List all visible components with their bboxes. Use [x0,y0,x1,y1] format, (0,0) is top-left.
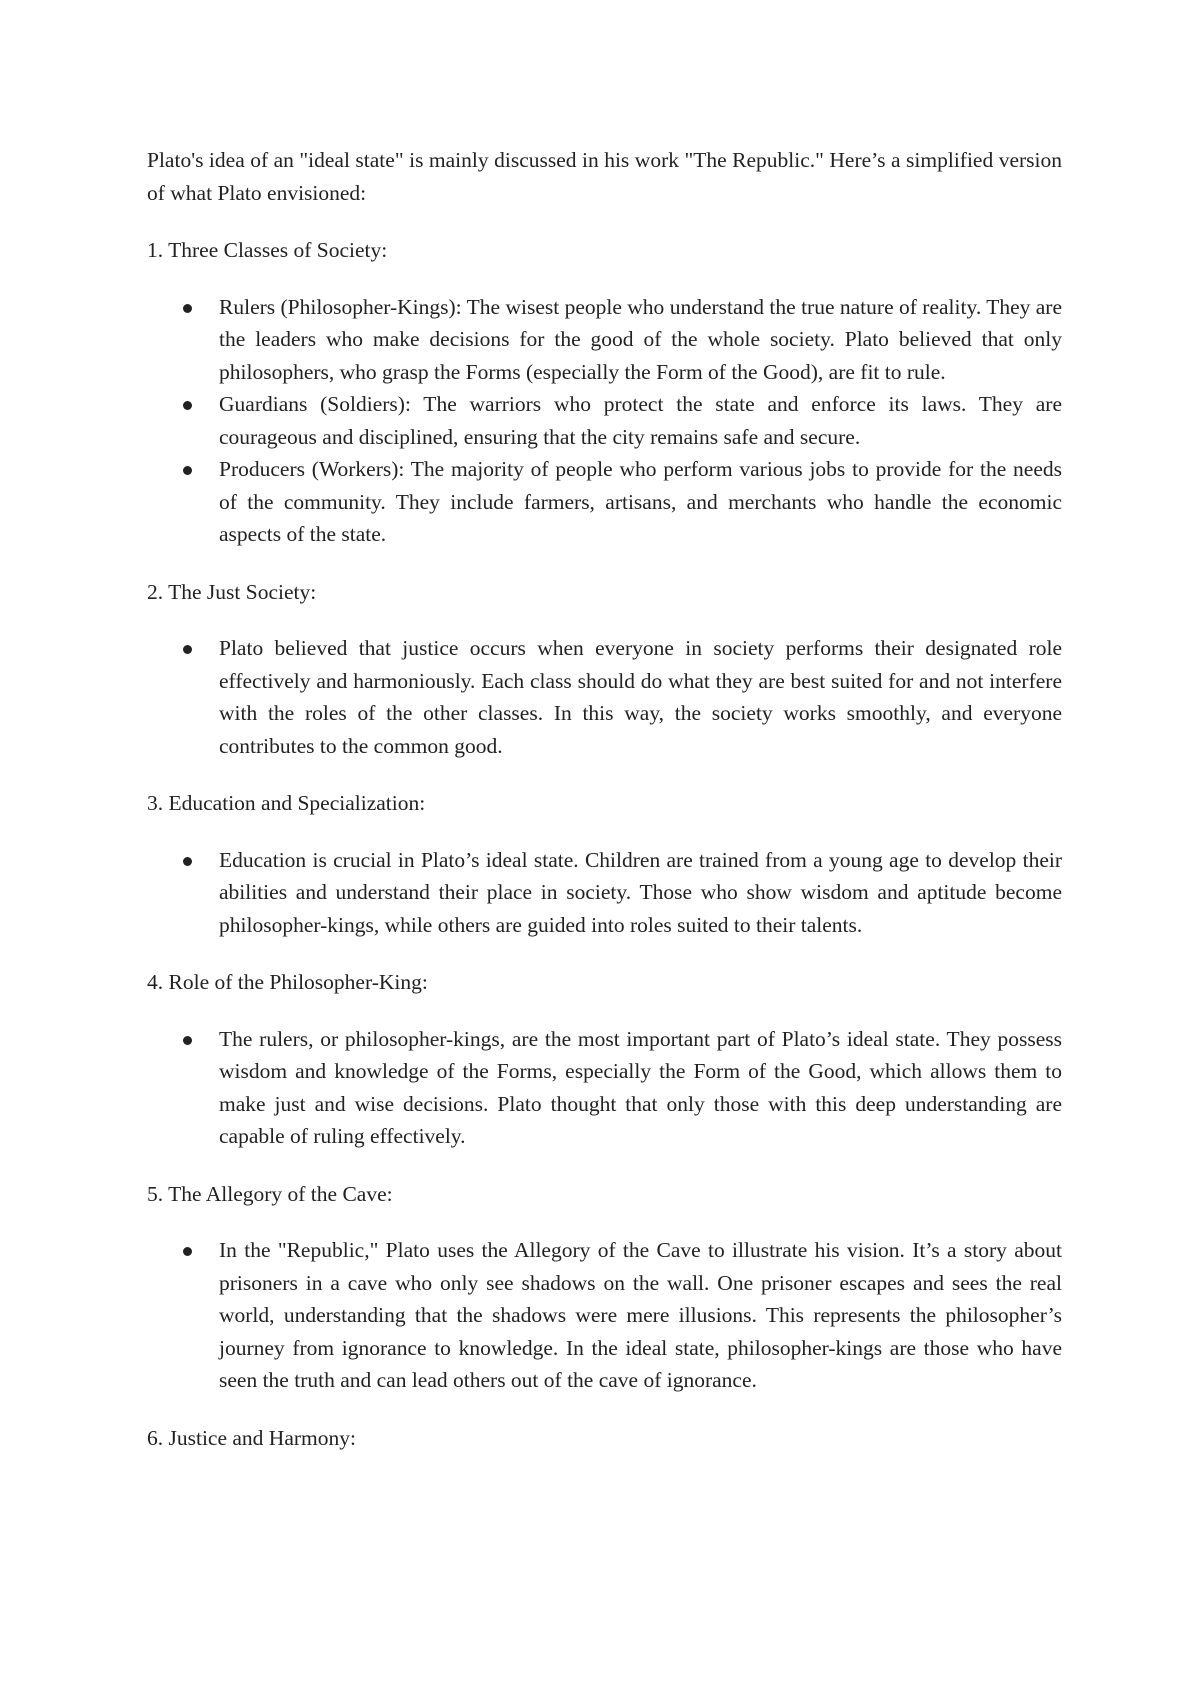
bullet-list [147,1023,1062,1153]
bullet-text: Education is crucial in Plato’s ideal state. Children are trained from a young age to develop their abilities and understand their place in society. Those who show wisdom and aptitude become philosopher-kings, while others are guided into roles suited to their talents. [219,847,1062,937]
bullet-text: In the "Republic," Plato uses the Allegory of the Cave to illustrate his vision. It’s a story about prisoners in a cave who only see shadows on the wall. One prisoner escapes and sees the real world, understanding that the shadows were mere illusions. This represents the philosopher’s journey from ignorance to knowledge. In the ideal state, philosopher-kings are those who have seen the truth and can lead others out of the cave of ignorance. [219,1238,1062,1392]
bullet-item [147,844,1062,942]
section-education [147,787,1062,941]
bullet-list [147,632,1062,762]
bullet-dot-icon [183,304,192,313]
bullet-dot-icon [183,1036,192,1045]
bullet-item [147,388,1062,453]
section-justice-harmony [147,1422,1062,1455]
bullet-dot-icon [183,645,192,654]
section-heading: 4. Role of the Philosopher-King: [147,970,428,994]
section-philosopher-king [147,966,1062,1153]
bullet-list [147,844,1062,942]
section-three-classes [147,234,1062,551]
bullet-text: Guardians (Soldiers): The warriors who protect the state and enforce its laws. They are courageous and disciplined, ensuring that the city remains safe and secure. [219,392,1062,449]
bullet-text: Producers (Workers): The majority of people who perform various jobs to provide for the needs of the community. They include farmers, artisans, and merchants who handle the economic aspects of the state. [219,457,1062,546]
bullet-item [147,1023,1062,1153]
section-allegory-cave [147,1178,1062,1397]
intro-paragraph: Plato's idea of an "ideal state" is mainly discussed in his work "The Republic." Here’s a simplified version of what Plato envisioned: [147,148,1062,205]
document-body [147,144,1062,1454]
bullet-item [147,291,1062,389]
section-heading: 2. The Just Society: [147,579,317,604]
bullet-list [147,291,1062,551]
bullet-dot-icon [183,857,192,866]
section-heading: 3. Education and Specialization: [147,791,426,815]
bullet-text: The rulers, or philosopher-kings, are the most important part of Plato’s ideal state. They possess wisdom and knowledge of the Forms, especially the Form of the Good, which allows them to make just and wise decisions. Plato thought that only those with this deep understanding are capable of ruling effectively. [219,1026,1062,1148]
bullet-text: Plato believed that justice occurs when everyone in society performs their designated role effectively and harmoniously. Each class should do what they are best suited for and not interfere with the roles of the other classes. In this way, the society works smoothly, and everyone contributes to the common good. [219,636,1062,758]
bullet-dot-icon [183,466,192,475]
bullet-list [147,1234,1062,1397]
section-just-society [147,576,1062,763]
bullet-item [147,453,1062,551]
bullet-item [147,1234,1062,1397]
bullet-text: Rulers (Philosopher-Kings): The wisest people who understand the true nature of reality. They are the leaders who make decisions for the good of the whole society. Plato believed that only philosophers, who grasp the Forms (especially the Form of the Good), are fit to rule. [219,294,1062,384]
section-heading: 6. Justice and Harmony: [147,1425,356,1450]
bullet-item [147,632,1062,762]
section-heading: 1. Three Classes of Society: [147,238,388,262]
bullet-dot-icon [183,1247,192,1256]
section-heading: 5. The Allegory of the Cave: [147,1181,393,1206]
bullet-dot-icon [183,401,192,410]
